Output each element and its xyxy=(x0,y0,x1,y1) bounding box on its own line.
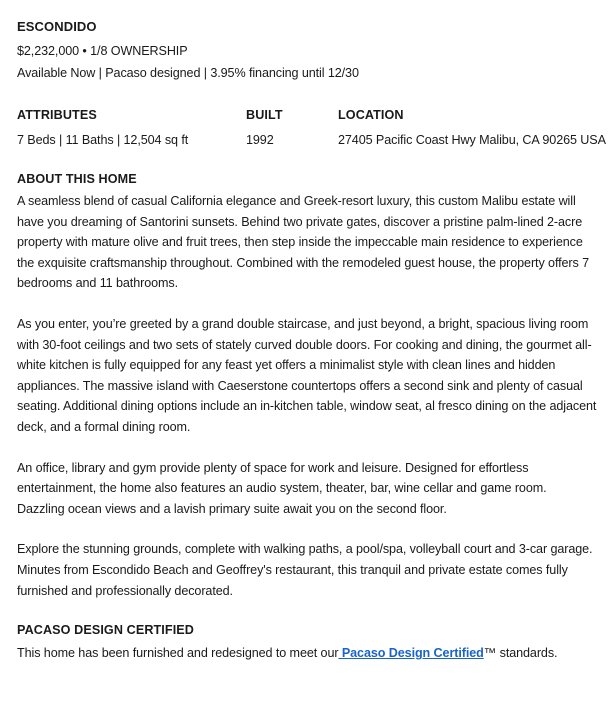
certified-heading: PACASO DESIGN CERTIFIED xyxy=(17,623,194,638)
location-label: LOCATION xyxy=(338,108,404,122)
built-value: 1992 xyxy=(246,133,274,147)
location-value: 27405 Pacific Coast Hwy Malibu, CA 90265 USA xyxy=(338,133,606,147)
certified-text xyxy=(17,643,613,663)
certified-text-after: ™ standards. xyxy=(483,646,558,661)
price-ownership-line: $2,232,000 • 1/8 OWNERSHIP xyxy=(17,44,188,58)
about-paragraph: An office, library and gym provide plenty of space for work and leisure. Designed for effortless entertainment, the home also features an audio system, theater, bar, wine cellar and game room. Dazzling ocean views and a lavish primary suite await you on the second floor. xyxy=(17,460,547,516)
availability-line: Available Now | Pacaso designed | 3.95% financing until 12/30 xyxy=(17,66,359,80)
about-paragraph: A seamless blend of casual California elegance and Greek-resort luxury, this custom Malibu estate will have you dreaming of Santorini sunsets. Behind two private gates, discover a pristine palm-lined 2-acre property with mature olive and fruit trees, then step inside the impeccable main residence to experience the exquisite craftsmanship throughout. Combined with the remodeled guest house, the property offers 7 bedrooms and 11 bathrooms. xyxy=(17,194,590,291)
listing-title: ESCONDIDO xyxy=(17,19,97,34)
attributes-label: ATTRIBUTES xyxy=(17,108,97,122)
built-label: BUILT xyxy=(246,108,283,122)
attributes-table xyxy=(17,105,613,150)
certified-text-before: This home has been furnished and redesigned to meet our xyxy=(17,646,339,661)
about-paragraph: As you enter, you’re greeted by a grand double staircase, and just beyond, a bright, spacious living room with 30-foot ceilings and two sets of stately curved double doors. For cooking and dining, the gourmet all-white kitchen is fully equipped for any feast yet offers a minimalist style with clean lines and hidden appliances. The massive island with Caeserstone countertops offers a second sink and plenty of casual seating. Additional dining options include an in-kitchen table, window seat, al fresco dining on the adjacent deck, and a formal dining room. xyxy=(17,316,597,434)
about-body xyxy=(17,191,613,601)
about-heading: ABOUT THIS HOME xyxy=(17,172,137,186)
about-paragraph: Explore the stunning grounds, complete with walking paths, a pool/spa, volleyball court and 3-car garage. Minutes from Escondido Beach and Geoffrey's restaurant, this tranquil and private estate comes fully furnished and professionally decorated. xyxy=(17,542,593,598)
attributes-value: 7 Beds | 11 Baths | 12,504 sq ft xyxy=(17,133,189,147)
pacaso-design-certified-link[interactable]: Pacaso Design Certified xyxy=(338,646,484,661)
